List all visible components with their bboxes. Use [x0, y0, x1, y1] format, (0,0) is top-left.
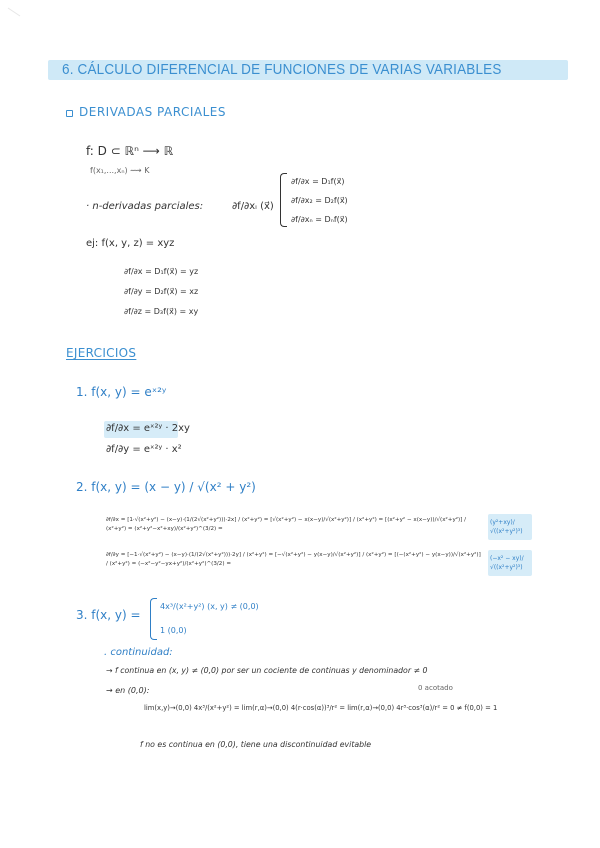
limit-annotation: 0 acotado [418, 684, 453, 692]
section-heading: DERIVADAS PARCIALES [79, 105, 226, 119]
ex2-dy-result: (−x² − xy)/√((x²+y²)³) [490, 555, 524, 571]
ex1-func: 1. f(x, y) = eˣ²ʸ [76, 385, 167, 399]
defn-label: · n-derivadas parciales: [86, 201, 204, 212]
example-line: ∂f/∂z = D₃f(x⃗) = xy [124, 307, 199, 316]
ex2-dy: ∂f/∂y = [−1·√(x²+y²) − (x−y)·(1/(2√(x²+y²)))·2y] / (x²+y²) = [−√(x²+y²) − y(x−y)/√(x²+y²)] / (x²+y²) = [(−(x²+y²) − y(x−y))/√(x²+y²)] / (x²+y²) = (−x²−y²−yx+y²)/(x²+y²)^(3/2) = [106, 552, 481, 567]
limit-expression: lim(x,y)→(0,0) 4x³/(x²+y²) = lim(r,α)→(0,0) 4(r·cos(α))³/r² = lim(r,α)→(0,0) 4r³·cos³(α)/r² = 0 ≠ f(0,0) = 1 [144, 704, 498, 712]
continuity-title: . continuidad: [104, 647, 173, 658]
corner-mark [6, 6, 36, 36]
defn-line-2: f(x₁,...,xₙ) ⟿ K [90, 166, 150, 175]
ex3-case-1: 4x³/(x²+y²) (x, y) ≠ (0,0) [160, 602, 259, 611]
continuity-line-1: → f continua en (x, y) ≠ (0,0) por ser un cociente de continuas y denominador ≠ 0 [106, 666, 428, 675]
ex3-brace [150, 598, 157, 640]
example-func: ej: f(x, y, z) = xyz [86, 238, 175, 249]
conclusion: f no es continua en (0,0), tiene una discontinuidad evitable [140, 740, 372, 749]
ex2-dx: ∂f/∂x = [1·√(x²+y²) − (x−y)·(1/(2√(x²+y²)))·2x] / (x²+y²) = [√(x²+y²) − x(x−y)/√(x²+y²)] / (x²+y²) = [(x²+y² − x(x−y))/√(x²+y²)] / (x²+y²) = (x²+y²−x²+xy)/(x²+y²)^(3/2) = [106, 517, 467, 532]
defn-line-1: f: D ⊂ ℝⁿ ⟶ ℝ [86, 144, 174, 158]
page-title: 6. CÁLCULO DIFERENCIAL DE FUNCIONES DE VARIAS VARIABLES [62, 61, 502, 78]
example-line: ∂f/∂y = D₂f(x⃗) = xz [124, 287, 199, 296]
defn-lhs: ∂f/∂xᵢ (x⃗) [232, 201, 274, 212]
case-item: ∂f/∂x₂ = D₂f(x⃗) [291, 196, 348, 205]
ex1-dy: ∂f/∂y = eˣ²ʸ · x² [106, 444, 182, 455]
case-item: ∂f/∂xₙ = Dₙf(x⃗) [291, 215, 348, 224]
ex3-case-2: 1 (0,0) [160, 626, 187, 635]
case-item: ∂f/∂x = D₁f(x⃗) [291, 177, 345, 186]
exercises-heading: EJERCICIOS [66, 346, 137, 360]
ex1-dx: ∂f/∂x = eˣ²ʸ · 2xy [106, 423, 190, 434]
example-line: ∂f/∂x = D₁f(x⃗) = yz [124, 267, 199, 276]
ex2-func: 2. f(x, y) = (x − y) / √(x² + y²) [76, 480, 256, 494]
bullet-icon [66, 110, 73, 117]
ex2-dx-result: (y²+xy)/√((x²+y²)³) [490, 519, 523, 535]
ex3-func: 3. f(x, y) = [76, 608, 141, 622]
continuity-line-2: → en (0,0): [106, 686, 150, 695]
cases-brace [280, 173, 287, 227]
